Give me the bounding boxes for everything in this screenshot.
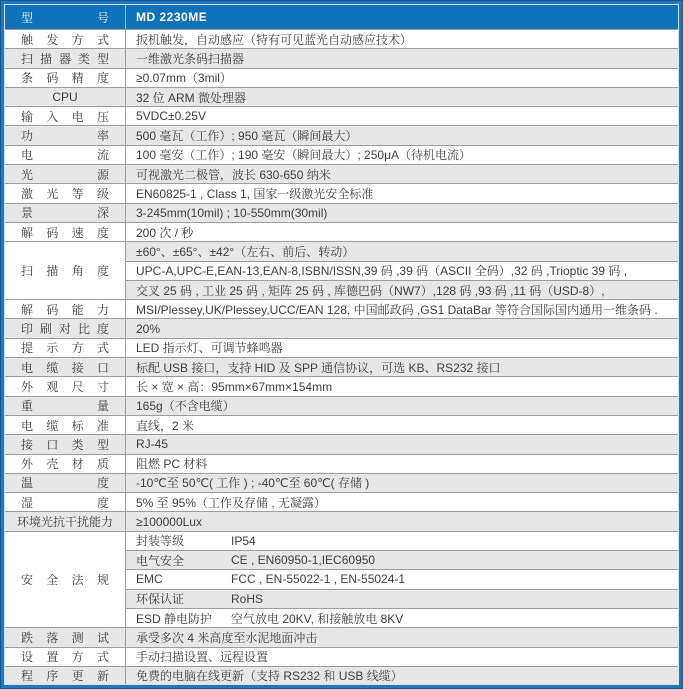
spec-label: 条码精度	[21, 71, 109, 86]
spec-row-depth-of-field	[5, 203, 678, 222]
model-value: MD 2230ME	[136, 10, 208, 24]
spec-row-drop-test	[5, 627, 678, 646]
safety-sub-value: RoHS	[231, 591, 264, 606]
spec-label-cell	[5, 126, 126, 144]
spec-label-cell	[5, 493, 126, 511]
spec-row-decode-capability	[5, 299, 678, 318]
spec-label-cell	[5, 397, 126, 415]
spec-row-scanner-type	[5, 48, 678, 67]
safety-line-sealing	[126, 532, 678, 550]
spec-value: MSI/Plessey,UK/Plessey,UCC/EAN 128, 中国邮政码 ,GS1 DataBar 等符合国际国内通用一维条码 .	[136, 302, 658, 317]
symbology-line: 交叉 25 码 , 工业 25 码 , 矩阵 25 码 , 库德巴码（NW7）,128 码 ,93 码 ,11 码（USD-8）,	[126, 280, 678, 299]
safety-line-rohs	[126, 589, 678, 608]
spec-label: 电缆标准	[21, 418, 109, 433]
spec-value: 承受多次 4 米高度至水泥地面冲击	[136, 630, 318, 645]
spec-label: 温度	[21, 476, 109, 491]
spec-label: 环境光抗干扰能力	[16, 515, 113, 530]
spec-row-ambient-light	[5, 511, 678, 530]
safety-sub-value: FCC , EN-55022-1 , EN-55024-1	[231, 572, 406, 587]
spec-label: 湿度	[21, 495, 109, 510]
spec-value: ≥100000Lux	[136, 514, 202, 529]
spec-value: RJ-45	[136, 437, 169, 452]
spec-label: 景深	[21, 206, 109, 221]
spec-label: 提示方式	[21, 341, 109, 356]
spec-label: 接口类型	[21, 437, 109, 452]
spec-value: 扳机触发，自动感应（特有可见蓝光自动感应技术）	[136, 32, 413, 47]
spec-value: 阻燃 PC 材料	[136, 457, 208, 472]
spec-label: 重量	[21, 399, 109, 414]
spec-row-housing-material	[5, 454, 678, 473]
spec-value: 免费的电脑在线更新（支持 RS232 和 USB 线缆）	[136, 669, 403, 684]
spec-label-cell	[5, 69, 126, 87]
spec-row-firmware-update	[5, 666, 678, 685]
spec-row-laser-class	[5, 183, 678, 202]
spec-value: 手动扫描设置、远程设置	[136, 650, 269, 665]
spec-value: 3-245mm(10mil) ; 10-550mm(30mil)	[136, 205, 328, 220]
spec-label: 程序更新	[21, 669, 109, 684]
spec-row-light-source	[5, 164, 678, 183]
spec-row-power	[5, 125, 678, 144]
spec-label: 印刷对比度	[21, 322, 109, 337]
spec-label-cell	[5, 435, 126, 453]
spec-label-cell	[5, 204, 126, 222]
spec-label-cell	[5, 242, 126, 299]
spec-label: 扫描角度	[21, 264, 109, 279]
spec-label: 光源	[21, 167, 109, 182]
spec-row-indication	[5, 338, 678, 357]
spec-row-humidity	[5, 492, 678, 511]
spec-value: 20%	[136, 321, 161, 336]
safety-sub-value: CE , EN60950-1,IEC60950	[231, 553, 376, 568]
spec-label: 外壳材质	[21, 457, 109, 472]
spec-row-weight	[5, 396, 678, 415]
safety-sub-label: EMC	[136, 572, 163, 587]
spec-value: 一维激光条码扫描器	[136, 51, 245, 66]
spec-value: 5VDC±0.25V	[136, 109, 206, 124]
spec-label-cell	[5, 532, 126, 628]
spec-row-cable-standard	[5, 415, 678, 434]
spec-label-cell	[5, 165, 126, 183]
spec-row-trigger-mode	[5, 29, 678, 48]
spec-row-dimensions	[5, 376, 678, 395]
spec-row-port-type	[5, 434, 678, 453]
safety-sub-label: 环保认证	[136, 592, 185, 607]
spec-label-cell	[5, 358, 126, 376]
safety-regulation-group	[5, 531, 678, 628]
spec-row-cable-interface	[5, 357, 678, 376]
spec-label: 解码能力	[21, 302, 109, 317]
spec-row-temperature	[5, 473, 678, 492]
scan-angle-lines	[126, 242, 678, 299]
spec-value: LED 指示灯、可调节蜂鸣器	[136, 341, 283, 356]
spec-label-cell	[5, 319, 126, 337]
spec-value: EN60825-1 , Class 1, 国家一级激光安全标准	[136, 187, 374, 202]
spec-label-cell	[5, 667, 126, 685]
spec-label-cell	[5, 416, 126, 434]
spec-value: 32 位 ARM 微处理器	[136, 90, 247, 105]
model-label-cell	[5, 5, 126, 29]
safety-lines	[126, 532, 678, 628]
spec-label: 安全法规	[21, 572, 109, 587]
spec-table	[4, 4, 679, 685]
spec-label-cell	[5, 648, 126, 666]
safety-line-emc	[126, 569, 678, 588]
scan-angle-line: ±60°、±65°、±42°（左右、前后、转动）	[126, 242, 678, 260]
spec-row-input-voltage	[5, 106, 678, 125]
spec-label: 外观尺寸	[21, 379, 109, 394]
spec-label-cell	[5, 146, 126, 164]
model-label: 型号	[21, 10, 109, 25]
spec-value: 可视激光二极管，波长 630-650 纳米	[136, 167, 331, 182]
spec-value: 5% 至 95%（工作及存储 , 无凝露）	[136, 495, 327, 510]
spec-row-barcode-precision	[5, 68, 678, 87]
spec-label: 扫描器类型	[21, 51, 109, 66]
spec-label: 触发方式	[21, 32, 109, 47]
spec-row-current	[5, 145, 678, 164]
spec-row-cpu	[5, 87, 678, 106]
spec-label: 电流	[21, 148, 109, 163]
spec-label-cell	[5, 49, 126, 67]
spec-label: 电缆接口	[21, 360, 109, 375]
spec-value: 165g（不含电缆）	[136, 399, 235, 414]
safety-sub-label: 电气安全	[136, 553, 185, 568]
spec-value: 500 毫瓦（工作）; 950 毫瓦（瞬间最大）	[136, 129, 358, 144]
spec-value: 长 × 宽 × 高：95mm×67mm×154mm	[136, 379, 333, 394]
spec-label-cell	[5, 377, 126, 395]
spec-value: 200 次 / 秒	[136, 225, 194, 240]
spec-label: 跌落测试	[21, 630, 109, 645]
spec-label: 激光等级	[21, 187, 109, 202]
spec-label: 设置方式	[21, 650, 109, 665]
safety-line-esd	[126, 608, 678, 627]
spec-label-cell	[5, 628, 126, 646]
spec-value: 标配 USB 接口，支持 HID 及 SPP 通信协议，可选 KB、RS232 接口	[136, 360, 501, 375]
spec-value: 100 毫安（工作）; 190 毫安（瞬间最大）; 250μA（待机电流）	[136, 148, 471, 163]
safety-sub-label: ESD 静电防护	[136, 611, 213, 626]
spec-row-decode-speed	[5, 222, 678, 241]
spec-label: 功率	[21, 129, 109, 144]
spec-label: 解码速度	[21, 225, 109, 240]
table-header-row	[5, 5, 678, 29]
safety-line-electrical	[126, 550, 678, 569]
safety-sub-value: IP54	[231, 533, 256, 548]
spec-label-cell	[5, 474, 126, 492]
spec-label-cell	[5, 300, 126, 318]
spec-label-cell	[5, 30, 126, 48]
spec-label-cell	[5, 107, 126, 125]
spec-label: CPU	[52, 90, 78, 105]
safety-sub-value: 空气放电 20KV, 和接触放电 8KV	[231, 611, 404, 626]
spec-label-cell	[5, 512, 126, 530]
spec-label-cell	[5, 88, 126, 106]
spec-label-cell	[5, 455, 126, 473]
symbology-line: UPC-A,UPC-E,EAN-13,EAN-8,ISBN/ISSN,39 码 ,39 码（ASCII 全码）,32 码 ,Trioptic 39 码 ,	[126, 261, 678, 280]
spec-label-cell	[5, 223, 126, 241]
spec-value: ≥0.07mm（3mil）	[136, 71, 232, 86]
safety-sub-label: 封装等级	[136, 534, 185, 549]
spec-label-cell	[5, 184, 126, 202]
spec-row-print-contrast	[5, 318, 678, 337]
spec-value: 直线，2 米	[136, 418, 195, 433]
spec-label: 输入电压	[21, 109, 109, 124]
scan-angle-group	[5, 241, 678, 299]
spec-row-setup-method	[5, 647, 678, 666]
spec-label-cell	[5, 339, 126, 357]
spec-value: -10℃至 50℃( 工作 ) ; -40℃至 60℃( 存储 )	[136, 476, 370, 491]
